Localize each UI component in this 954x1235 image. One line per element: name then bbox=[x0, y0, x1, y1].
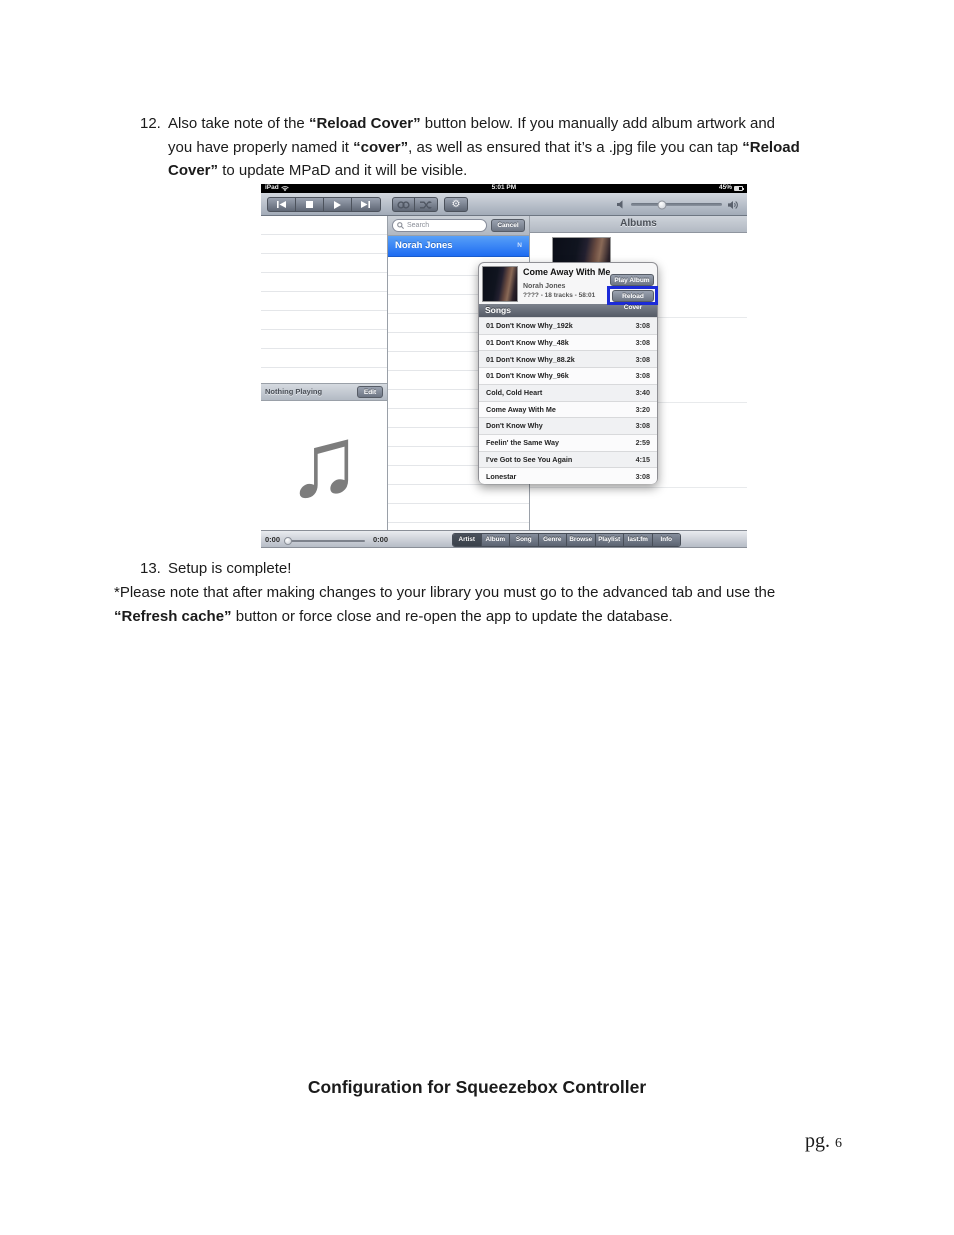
browse-tab[interactable]: Artist bbox=[453, 534, 482, 546]
song-row[interactable] bbox=[479, 467, 657, 484]
battery-percent: 45% bbox=[718, 184, 732, 192]
browse-tab[interactable]: Info bbox=[653, 534, 681, 546]
page-number-value: 6 bbox=[835, 1136, 842, 1151]
list-number: 12. bbox=[140, 115, 161, 132]
song-row[interactable] bbox=[479, 350, 657, 367]
artist-row-selected[interactable] bbox=[388, 236, 529, 257]
repeat-shuffle-controls bbox=[392, 197, 438, 212]
song-duration: 2:59 bbox=[635, 438, 650, 448]
album-title: Come Away With Me bbox=[523, 267, 611, 277]
song-row[interactable] bbox=[479, 317, 657, 334]
song-title: 01 Don't Know Why_48k bbox=[486, 337, 569, 347]
song-title: Don't Know Why bbox=[486, 421, 543, 431]
song-title: Lonestar bbox=[486, 471, 517, 481]
index-letter: N bbox=[517, 241, 522, 249]
list-number: 13. bbox=[140, 560, 161, 577]
total-time: 0:00 bbox=[373, 535, 389, 544]
songs-section-header: Songs bbox=[479, 304, 657, 317]
song-title: 01 Don't Know Why_88.2k bbox=[486, 354, 575, 364]
note-paragraph: *Please note that after making changes to your library you must go to the advanced tab and use the “Refresh cache” button or force close and re-open the app to update the database. bbox=[114, 584, 776, 625]
instruction-item-12 bbox=[140, 112, 800, 183]
song-duration: 3:40 bbox=[635, 388, 650, 398]
shuffle-button[interactable] bbox=[415, 198, 437, 211]
wifi-icon bbox=[281, 186, 289, 192]
song-duration: 3:08 bbox=[635, 337, 650, 347]
songs-list bbox=[479, 317, 657, 484]
song-title: Come Away With Me bbox=[486, 404, 556, 414]
clock: 5:01 PM bbox=[491, 184, 517, 192]
elapsed-time: 0:00 bbox=[265, 535, 281, 544]
song-title: Cold, Cold Heart bbox=[486, 388, 543, 398]
album-popup bbox=[478, 262, 658, 484]
play-album-button[interactable]: Play Album bbox=[610, 274, 654, 286]
device-label: iPad bbox=[265, 184, 279, 192]
instruction-item-13 bbox=[140, 557, 291, 581]
playlist-panel bbox=[261, 216, 388, 530]
section-heading: Configuration for Squeezebox Controller bbox=[307, 1077, 647, 1097]
song-duration: 3:20 bbox=[635, 404, 650, 414]
progress-slider-thumb[interactable] bbox=[284, 537, 292, 545]
speaker-low-icon bbox=[617, 200, 625, 209]
song-row[interactable] bbox=[479, 401, 657, 418]
cancel-button[interactable]: Cancel bbox=[491, 219, 525, 232]
browse-tab[interactable]: Browse bbox=[567, 534, 596, 546]
song-row[interactable] bbox=[479, 451, 657, 468]
instruction-text: Also take note of the “Reload Cover” button below. If you manually add album artwork and you have properly named it “cover”, as well as ensured that it’s a .jpg file you can tap “Reload Cover” to update MPaD and it will be visible. bbox=[168, 115, 800, 179]
stop-button[interactable] bbox=[296, 198, 324, 211]
song-title: 01 Don't Know Why_96k bbox=[486, 371, 569, 381]
content-area bbox=[261, 216, 747, 530]
now-playing-label: Nothing Playing bbox=[265, 387, 323, 397]
next-button[interactable] bbox=[352, 198, 380, 211]
volume-slider[interactable] bbox=[631, 203, 722, 206]
player-toolbar bbox=[261, 193, 747, 216]
albums-header: Albums bbox=[530, 216, 747, 233]
artist-name: Norah Jones bbox=[395, 240, 453, 252]
search-placeholder: Search bbox=[407, 222, 430, 229]
search-bar bbox=[388, 216, 529, 236]
ipad-screenshot bbox=[261, 184, 747, 548]
page-number-label: pg. bbox=[805, 1130, 830, 1152]
previous-icon bbox=[277, 201, 286, 208]
song-row[interactable] bbox=[479, 384, 657, 401]
browse-tab[interactable]: Song bbox=[510, 534, 539, 546]
gear-icon: ⚙ bbox=[451, 198, 461, 210]
play-icon bbox=[334, 201, 341, 209]
instruction-text: Setup is complete! bbox=[168, 560, 292, 577]
repeat-button[interactable] bbox=[393, 198, 415, 211]
search-input[interactable] bbox=[392, 219, 487, 232]
browse-tab[interactable]: Album bbox=[482, 534, 511, 546]
song-duration: 3:08 bbox=[635, 321, 650, 331]
song-duration: 3:08 bbox=[635, 371, 650, 381]
song-row[interactable] bbox=[479, 434, 657, 451]
song-duration: 3:08 bbox=[635, 471, 650, 481]
song-duration: 4:15 bbox=[635, 454, 650, 464]
song-row[interactable] bbox=[479, 334, 657, 351]
status-bar bbox=[261, 184, 747, 193]
browse-tab[interactable]: last.fm bbox=[624, 534, 653, 546]
reload-cover-button[interactable]: Reload Cover bbox=[612, 290, 654, 302]
settings-button[interactable] bbox=[444, 197, 468, 212]
edit-button[interactable]: Edit bbox=[357, 386, 383, 398]
now-playing-bar bbox=[261, 383, 387, 401]
song-duration: 3:08 bbox=[635, 354, 650, 364]
speaker-high-icon bbox=[728, 200, 739, 210]
song-row[interactable] bbox=[479, 417, 657, 434]
previous-button[interactable] bbox=[268, 198, 296, 211]
playlist-empty-rows bbox=[261, 216, 387, 383]
browse-tabs bbox=[452, 533, 681, 547]
search-icon bbox=[397, 222, 404, 229]
song-title: I've Got to See You Again bbox=[486, 454, 573, 464]
browse-tab[interactable]: Genre bbox=[539, 534, 568, 546]
battery-icon bbox=[734, 186, 743, 191]
album-artist: Norah Jones bbox=[523, 283, 566, 290]
volume-control bbox=[617, 197, 739, 212]
repeat-icon bbox=[397, 201, 410, 209]
album-meta: ???? - 18 tracks - 58:01 bbox=[523, 292, 596, 299]
music-note-icon: ♫ bbox=[286, 406, 362, 518]
song-duration: 3:08 bbox=[635, 421, 650, 431]
bottom-bar bbox=[261, 530, 747, 548]
song-title: Feelin' the Same Way bbox=[486, 438, 559, 448]
browse-tab[interactable]: Playlist bbox=[596, 534, 625, 546]
now-playing-artwork bbox=[261, 402, 387, 530]
shuffle-icon bbox=[420, 201, 432, 209]
page-number bbox=[805, 1130, 842, 1153]
album-art bbox=[483, 267, 517, 301]
progress-slider[interactable] bbox=[285, 540, 365, 542]
play-button[interactable] bbox=[324, 198, 352, 211]
stop-icon bbox=[306, 201, 313, 208]
transport-controls bbox=[267, 197, 381, 212]
next-icon bbox=[361, 201, 370, 208]
song-row[interactable] bbox=[479, 367, 657, 384]
song-title: 01 Don't Know Why_192k bbox=[486, 321, 573, 331]
volume-slider-thumb[interactable] bbox=[657, 200, 666, 209]
